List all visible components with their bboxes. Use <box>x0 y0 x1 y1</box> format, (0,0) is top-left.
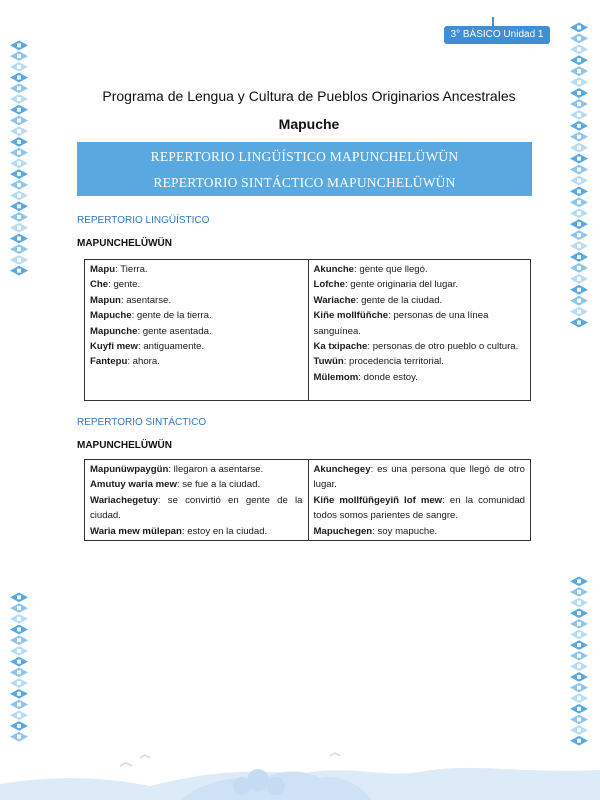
banner-line-2: REPERTORIO SINTÁCTICO MAPUNCHELÜWÜN <box>153 175 456 190</box>
entry-item <box>314 524 526 539</box>
entry-term: Mapun <box>90 294 121 306</box>
grade-unit-tab <box>444 26 550 44</box>
entry-definition: : gente. <box>108 279 141 291</box>
entry-item <box>90 277 303 292</box>
entry-term: Mapunche <box>90 325 138 337</box>
entry-definition: : personas de una línea sanguínea. <box>313 310 489 337</box>
entry-item <box>90 354 303 369</box>
syntactic-subheading: MAPUNCHELÜWÜN <box>77 440 172 451</box>
grade-tab-tick <box>492 17 494 26</box>
entry-term: Akunche <box>313 264 355 275</box>
entry-definition: : se convirtió en gente de la ciudad. <box>90 494 303 522</box>
syntactic-left-column <box>85 460 308 540</box>
entry-definition: : llegaron a asentarse. <box>168 464 264 475</box>
entry-term: Mapu <box>90 264 116 275</box>
linguistic-table <box>84 259 531 401</box>
right-bottom-pattern-band <box>568 576 590 746</box>
footer-landscape-illustration <box>0 744 600 800</box>
entry-term: Waria mew mülepan <box>90 525 182 537</box>
entry-term: Tuwün <box>313 356 344 368</box>
entry-definition: : estoy en la ciudad. <box>181 525 268 537</box>
syntactic-right-column <box>308 460 531 540</box>
entry-term: Kiñe mollfüñche <box>313 310 389 322</box>
title-banner <box>77 142 532 196</box>
entry-item <box>314 493 526 524</box>
entry-item <box>314 262 526 277</box>
entry-item <box>90 308 303 323</box>
entry-item <box>314 339 526 354</box>
entry-item <box>314 293 526 308</box>
entry-item <box>90 262 303 277</box>
linguistic-subheading: MAPUNCHELÜWÜN <box>77 238 172 249</box>
entry-item <box>90 493 303 524</box>
entry-item <box>90 462 303 477</box>
entry-definition: : asentarse. <box>120 294 172 306</box>
entry-item <box>90 324 303 339</box>
entry-term: Amutuy waria mew <box>90 479 177 491</box>
entry-term: Wariache <box>313 294 356 306</box>
entry-definition: : gente de la tierra. <box>131 310 212 322</box>
entry-term: Mülemom <box>313 371 359 383</box>
banner-line-1: REPERTORIO LINGÜÍSTICO MAPUNCHELÜWÜN <box>150 149 459 164</box>
entry-term: Lofche <box>313 279 345 291</box>
left-bottom-pattern-band <box>8 592 30 742</box>
entry-definition: : gente originaria del lugar. <box>344 279 459 291</box>
entry-definition: : donde estoy. <box>358 371 418 383</box>
entry-term: Mapuchegen <box>313 525 373 537</box>
syntactic-section-heading: REPERTORIO SINTÁCTICO <box>77 417 207 428</box>
left-top-pattern-band <box>8 40 30 276</box>
linguistic-section-heading: REPERTORIO LINGÜÍSTICO <box>77 215 210 226</box>
entry-definition: : soy mapuche. <box>372 525 438 537</box>
entry-definition: : ahora. <box>127 356 160 368</box>
entry-definition: : en la comunidad todos somos parientes de sangre. <box>313 494 526 522</box>
syntactic-table <box>84 459 531 541</box>
entry-term: Kiñe mollfüñgeyiñ lof mew <box>313 494 443 506</box>
linguistic-right-column <box>308 260 531 400</box>
entry-term: Fantepu <box>90 356 128 368</box>
entry-item <box>314 370 526 385</box>
entry-item <box>90 293 303 308</box>
entry-item <box>314 354 526 369</box>
entry-term: Kuyfi mew <box>90 341 138 353</box>
entry-definition: : Tierra. <box>115 264 148 275</box>
entry-definition: : gente de la ciudad. <box>355 294 443 306</box>
entry-term: Che <box>90 279 109 291</box>
entry-term: Mapuche <box>90 310 132 322</box>
language-title: Mapuche <box>278 116 340 132</box>
entry-definition: : es una persona que llegó de otro lugar. <box>313 464 525 491</box>
grade-unit-label: 3° BÁSICO Unidad 1 <box>450 29 544 40</box>
entry-term: Ka txipache <box>313 341 368 353</box>
entry-item <box>90 524 303 539</box>
entry-item <box>314 277 526 292</box>
entry-term: Wariachegetuy <box>90 494 158 506</box>
entry-item <box>90 339 303 354</box>
entry-definition: : antiguamente. <box>137 341 205 353</box>
entry-item <box>90 477 303 492</box>
right-top-pattern-band <box>568 22 590 328</box>
entry-item <box>314 462 526 493</box>
entry-definition: : se fue a la ciudad. <box>176 479 261 491</box>
program-title: Programa de Lengua y Cultura de Pueblos Originarios Ancestrales <box>102 88 516 104</box>
entry-item <box>314 308 526 339</box>
entry-term: Mapunüwpaygün <box>90 464 169 475</box>
entry-term: Akunchegey <box>313 464 371 475</box>
entry-definition: : personas de otro pueblo o cultura. <box>367 341 519 353</box>
entry-definition: : procedencia territorial. <box>343 356 444 368</box>
entry-definition: : gente que llegó. <box>354 264 428 275</box>
linguistic-left-column <box>85 260 308 400</box>
entry-definition: : gente asentada. <box>137 325 212 337</box>
